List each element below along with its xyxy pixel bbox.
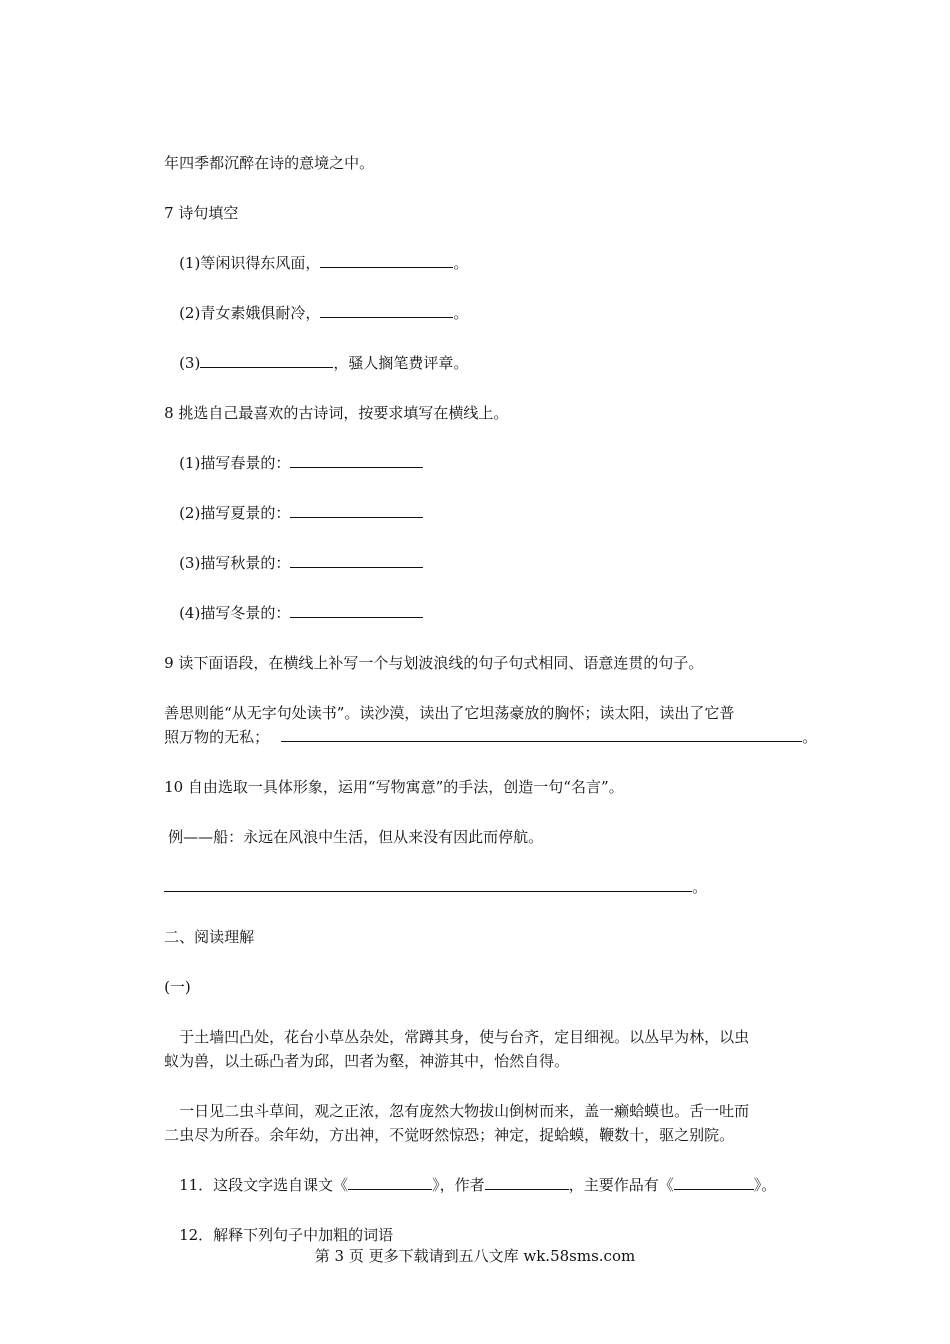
text: 例——船：永远在风浪中生活，但从来没有因此而停航。	[168, 828, 544, 846]
text: 。	[453, 254, 469, 272]
answer-blank[interactable]	[290, 551, 423, 568]
answer-blank[interactable]	[485, 1173, 569, 1190]
text: 照万物的无私；	[164, 728, 270, 746]
answer-blank[interactable]	[290, 501, 423, 518]
text: ，骚人搁笔费评章。	[333, 354, 469, 372]
text: 》，作者	[432, 1176, 485, 1194]
page-footer: 第 3 页 更多下载请到五八文库 wk.58sms.com	[314, 1247, 636, 1265]
text: (2)描写夏景的：	[179, 504, 291, 522]
answer-blank[interactable]	[281, 725, 802, 742]
text: (2)青女素娥俱耐冷，	[179, 304, 321, 322]
text: (一)	[164, 978, 191, 996]
text: (1)等闲识得东风面，	[179, 254, 321, 272]
text: 年四季都沉醉在诗的意境之中。	[164, 154, 375, 172]
text: 善思则能“从无字句处读书”。读沙漠，读出了它坦荡豪放的胸怀；读太阳，读出了它普	[164, 704, 735, 722]
text: (4)描写冬景的：	[179, 604, 291, 622]
text: 10 自由选取一具体形象，运用“写物寓意”的手法，创造一句“名言”。	[164, 778, 624, 796]
text: 。	[802, 728, 818, 746]
text: (1)描写春景的：	[179, 454, 291, 472]
text: 》。	[753, 1176, 777, 1194]
text: 7 诗句填空	[164, 204, 239, 222]
answer-blank[interactable]	[674, 1173, 754, 1190]
text: 。	[692, 878, 708, 896]
text: 。	[453, 304, 469, 322]
text: 一日见二虫斗草间，观之正浓，忽有庞然大物拔山倒树而来，盖一癞蛤蟆也。舌一吐而	[179, 1102, 750, 1120]
text: 11．这段文字选自课文《	[179, 1176, 349, 1194]
text: 12．解释下列句子中加粗的词语	[179, 1226, 394, 1244]
answer-blank[interactable]	[320, 301, 453, 318]
answer-blank[interactable]	[200, 351, 333, 368]
answer-blank[interactable]	[348, 1173, 432, 1190]
text: 蚁为兽，以土砾凸者为邱，凹者为壑，神游其中，怡然自得。	[164, 1052, 570, 1070]
text: ，主要作品有《	[568, 1176, 674, 1194]
text: 于土墙凹凸处，花台小草丛杂处，常蹲其身，使与台齐，定目细视。以丛早为林，以虫	[179, 1028, 750, 1046]
text: 二、阅读理解	[164, 928, 255, 946]
text: (3)	[179, 354, 201, 372]
text: (3)描写秋景的：	[179, 554, 291, 572]
text: 8 挑选自己最喜欢的古诗词，按要求填写在横线上。	[164, 404, 509, 422]
answer-blank[interactable]	[320, 251, 453, 268]
text: 9 读下面语段，在横线上补写一个与划波浪线的句子句式相同、语意连贯的句子。	[164, 654, 704, 672]
answer-blank[interactable]	[164, 875, 692, 892]
text: 二虫尽为所吞。余年幼，方出神，不觉呀然惊恐；神定，捉蛤蟆，鞭数十，驱之别院。	[164, 1126, 735, 1144]
answer-blank[interactable]	[290, 601, 423, 618]
answer-blank[interactable]	[290, 451, 423, 468]
